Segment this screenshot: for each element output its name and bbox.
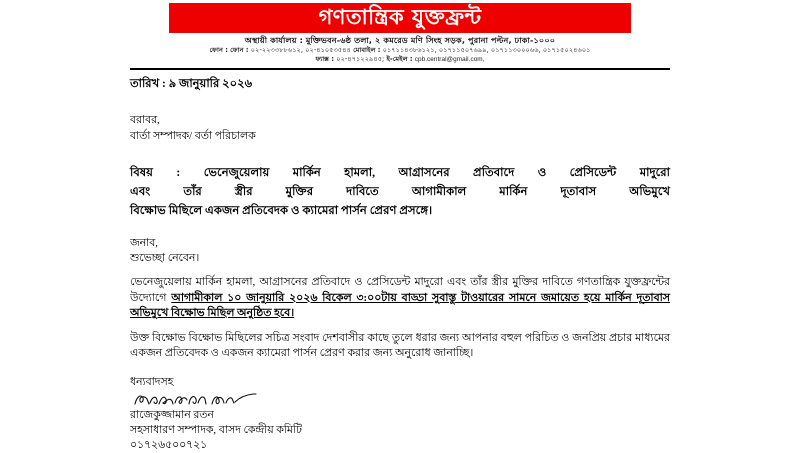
phone-label-secondary: ফোন :	[230, 46, 249, 54]
letterhead	[0, 0, 800, 70]
salutation-block	[130, 236, 670, 266]
recipient-designation: বার্তা সম্পাদক/ বর্তা পরিচালক	[130, 130, 256, 142]
recipient-block	[130, 112, 670, 144]
salutation: জনাব,	[130, 237, 158, 249]
letter-content	[0, 77, 800, 453]
fax-number: ০২-৪৭১২২৯৪৫;	[336, 55, 385, 63]
recipient-to: বরাবর,	[130, 114, 160, 126]
phone-label: ফোন :	[209, 46, 228, 54]
organization-name-banner: গণতান্ত্রিক যুক্তফ্রন্ট	[169, 3, 631, 33]
office-address: অস্থায়ী কার্যালয় : মুক্তিভবন-৬ষ্ঠ তলা, ২ কমরেড মণি সিংহ সড়ক, পুরানা পল্টন, ঢাকা-১০০০	[244, 35, 556, 45]
subject-text-1: ভেনেজুয়েলায় মার্কিন হামলা, আগ্রাসনের প্রতিবাদে ও প্রেসিডেন্ট মাদুরো	[203, 166, 670, 179]
signoff-text: ধন্যবাদসহ	[130, 375, 174, 388]
phone-numbers: ০২-২২৩৩৮৮৬১২, ০২-৪১০৫৩৫৪৪	[250, 46, 351, 54]
fax-label: ফ্যাক্স :	[315, 55, 335, 63]
date-label: তারিখ :	[130, 78, 166, 90]
body-paragraph-2: উক্ত বিক্ষোভ বিক্ষোভ মিছিলের সচিত্র সংবাদ দেশবাসীর কাছে তুলে ধরার জন্য আপনার বহুল পরিচিত ও জনপ্রিয় প্রচার মাধ্যমের একজন প্রতিবেদক ও একজন ক্যামেরা পার্সন প্রেরণ করার জন্য অনুরোধ জানাচ্ছি।	[130, 331, 670, 359]
mobile-label: মোবাইল :	[353, 46, 381, 54]
mobile-numbers: ০১৭১১৪৩৮৬১২১, ০১৭১১৫০৭৬৯৯, ০১৭১১৩০০০৬৬, ০১৭১৫০২৪৬০১	[382, 46, 591, 54]
paragraph-1-text: ভেনেজুয়েলায় মার্কিন হামলা, আগ্রাসনের প্রতিবাদে ও প্রেসিডেন্ট মাদুরো এবং তাঁর স্ত্রীর মুক্তির দাবিতে গণতান্ত্রিক যুক্তফ্রন্টের উদ্যোগে	[130, 276, 670, 304]
subject-label: বিষয় :	[130, 166, 181, 179]
date-line	[130, 77, 670, 92]
signatory-phone: ০১৭২৬৫০০৭২১	[130, 438, 208, 451]
signatory-title: সহসাধারণ সম্পাদক, বাসদ কেন্দ্রীয় কমিটি	[130, 423, 302, 436]
banner-row	[0, 3, 800, 33]
handwritten-signature-icon	[132, 391, 282, 408]
fax-email-line	[0, 55, 800, 64]
subject-block	[130, 163, 670, 220]
signatory-name: রাজেকুজ্জামান রতন	[130, 408, 214, 421]
email-address[interactable]: cpb.central@gmail.com,	[414, 56, 485, 63]
event-details-highlight: আগামীকাল ১০ জানুয়ারি ২০২৬ বিকেল ৩:০০টায় বাড্ডা সুবাস্তু টাওয়ারের সামনে জমায়েত হয়ে মার্কিন দূতাবাস অভিমুখে বিক্ষোভ মিছিল অনুষ্ঠিত হবে।	[130, 291, 670, 319]
subject-line-3: বিক্ষোভ মিছিলে একজন প্রতিবেদক ও ক্যামেরা পার্সন প্রেরণ প্রসঙ্গে।	[130, 204, 433, 217]
signature-block	[130, 375, 670, 453]
greeting: শুভেচ্ছা নেবেন।	[130, 252, 200, 264]
subject-line-2: এবং তাঁর স্ত্রীর মুক্তির দাবিতে আগামীকাল মার্কিন দূতাবাস অভিমুখে	[130, 185, 670, 198]
body-paragraph-1	[130, 275, 670, 322]
phone-contact-line	[0, 46, 800, 55]
subject-line-1	[130, 163, 670, 182]
email-label: ই-মেইল :	[386, 55, 413, 63]
date-value: ৯ জানুয়ারি ২০২৬	[168, 78, 253, 90]
header-divider	[130, 68, 670, 70]
